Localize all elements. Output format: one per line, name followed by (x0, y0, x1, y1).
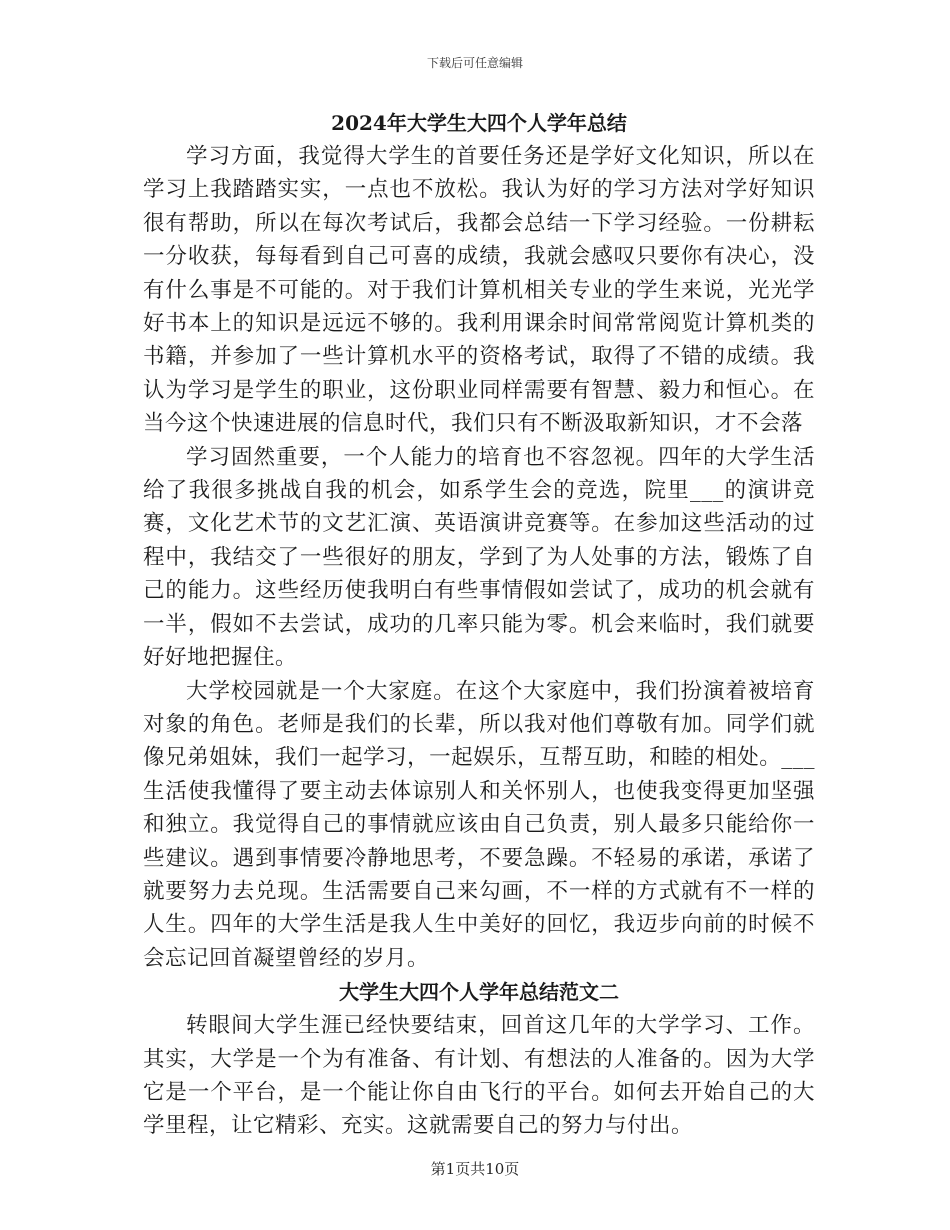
paragraph-study: 学习方面，我觉得大学生的首要任务还是学好文化知识，所以在学习上我踏踏实实，一点也不放松。我认为好的学习方法对学好知识很有帮助，所以在每次考试后，我都会总结一下学习经验。一份耕耘一分收获，每每看到自己可喜的成绩，我就会感叹只要你有决心，没有什么事是不可能的。对于我们计算机相关专业的学生来说，光光学好书本上的知识是远远不够的。我利用课余时间常常阅览计算机类的书籍，并参加了一些计算机水平的资格考试，取得了不错的成绩。我认为学习是学生的职业，这份职业同样需要有智慧、毅力和恒心。在当今这个快速进展的信息时代，我们只有不断汲取新知识，才不会落 (143, 144, 815, 437)
page-footer: 第1页共10页 (430, 1160, 520, 1178)
paragraph-campus-life: 大学校园就是一个大家庭。在这个大家庭中，我们扮演着被培育对象的角色。老师是我们的长辈，所以我对他们尊敬有加。同学们就像兄弟姐妹，我们一起学习，一起娱乐，互帮互助，和睦的相处。___生活使我懂得了要主动去体谅别人和关怀别人，也使我变得更加坚强和独立。我觉得自己的事情就应该由自己负责，别人最多只能给你一些建议。遇到事情要冷静地思考，不要急躁。不轻易的承诺，承诺了就要努力去兑现。生活需要自己来勾画，不一样的方式就有不一样的人生。四年的大学生活是我人生中美好的回忆，我迈步向前的时候不会忘记回首凝望曾经的岁月。 (143, 678, 815, 971)
document-title: 2024年大学生大四个人学年总结 (331, 111, 627, 135)
section-title: 大学生大四个人学年总结范文二 (339, 980, 619, 1005)
header-note: 下载后可任意编辑 (426, 56, 523, 70)
paragraph-sample-two: 转眼间大学生涯已经快要结束，回首这几年的大学学习、工作。其实，大学是一个为有准备、有计划、有想法的人准备的。因为大学它是一个平台，是一个能让你自由飞行的平台。如何去开始自己的大学里程，让它精彩、充实。这就需要自己的努力与付出。 (143, 1013, 815, 1139)
paragraph-ability: 学习固然重要，一个人能力的培育也不容忽视。四年的大学生活给了我很多挑战自我的机会，如系学生会的竞选，院里___的演讲竞赛，文化艺术节的文艺汇演、英语演讲竞赛等。在参加这些活动的过程中，我结交了一些很好的朋友，学到了为人处事的方法，锻炼了自己的能力。这些经历使我明白有些事情假如尝试了，成功的机会就有一半，假如不去尝试，成功的几率只能为零。机会来临时，我们就要好好地把握住。 (143, 444, 815, 671)
document-body (143, 106, 815, 1143)
